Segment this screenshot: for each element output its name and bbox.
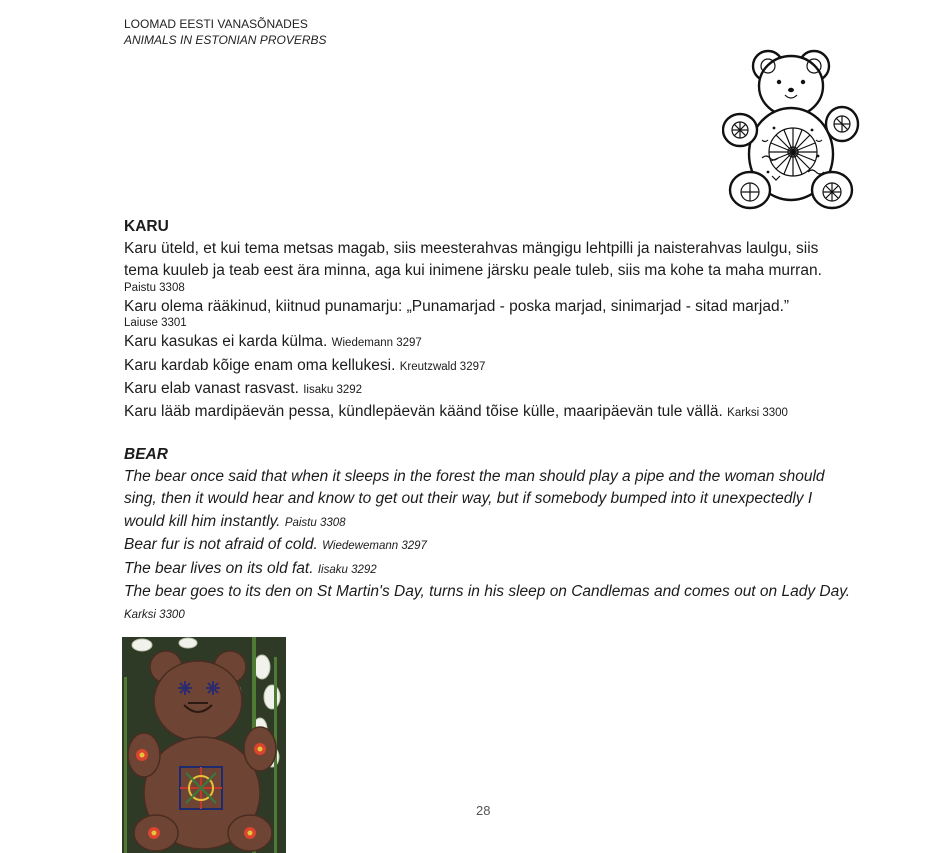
estonian-section [124, 216, 856, 425]
proverb-source: Paistu 3308 [124, 281, 185, 294]
proverb-source: Iisaku 3292 [303, 384, 363, 397]
proverb-source: Kreutzwald 3297 [399, 360, 486, 373]
proverb: The bear lives on its old fat. Iisaku 3292 [124, 559, 377, 577]
proverb-source: Paistu 3308 [284, 516, 346, 529]
proverb: Bear fur is not afraid of cold. Wiedewemann 3297 [124, 536, 427, 554]
section-heading-bear: BEAR [124, 446, 168, 463]
proverb-source: Laiuse 3301 [124, 317, 187, 330]
proverb: Karu olema rääkinud, kiitnud punamarju: „Punamarjad - poska marjad, sinimarjad - sitad marjad.” Laiuse 3301 [124, 296, 856, 331]
proverb: Karu kardab kõige enam oma kellukesi. Kreutzwald 3297 [124, 356, 486, 374]
proverb: The bear goes to its den on St Martin's Day, turns in his sleep on Candlemas and comes out on Lady Day. Karksi 3300 [124, 583, 851, 622]
embroidered-bear-photo [122, 637, 286, 853]
proverb-source: Wiedewemann 3297 [322, 540, 427, 553]
proverb-source: Iisaku 3292 [317, 563, 377, 576]
proverb-source: Karksi 3300 [124, 609, 185, 622]
proverb: Karu elab vanast rasvast. Iisaku 3292 [124, 380, 363, 398]
running-header [124, 16, 327, 48]
proverb: Karu üteld, et kui tema metsas magab, siis meesterahvas mängigu lehtpilli ja naisterahvas laulgu, siis tema kuuleb ja teab eest ära minna, aga kui inimene järsku peale tuleb, siis ma kohe ta maha murran. Paistu 3308 [124, 238, 856, 296]
page-number: 28 [476, 803, 491, 818]
section-heading-karu: KARU [124, 218, 169, 235]
proverb-source: Wiedemann 3297 [331, 337, 422, 350]
proverb: Karu kasukas ei karda külma. Wiedemann 3297 [124, 333, 422, 351]
header-title: LOOMAD EESTI VANASÕNADES [124, 17, 308, 31]
proverb: The bear once said that when it sleeps in the forest the man should play a pipe and the woman should sing, then it would hear and know to get out their way, but if somebody bumped into it unexpectedly I would kill him instantly. Paistu 3308 [124, 468, 825, 530]
proverb: Karu lääb mardipäevän pessa, kündlepäevän käänd tõise külle, maaripäevän tule vällä. Karksi 3300 [124, 403, 788, 421]
header-subtitle: ANIMALS IN ESTONIAN PROVERBS [124, 33, 327, 47]
proverb-source: Karksi 3300 [727, 407, 788, 420]
english-section [124, 444, 856, 627]
bear-line-drawing [722, 48, 860, 212]
